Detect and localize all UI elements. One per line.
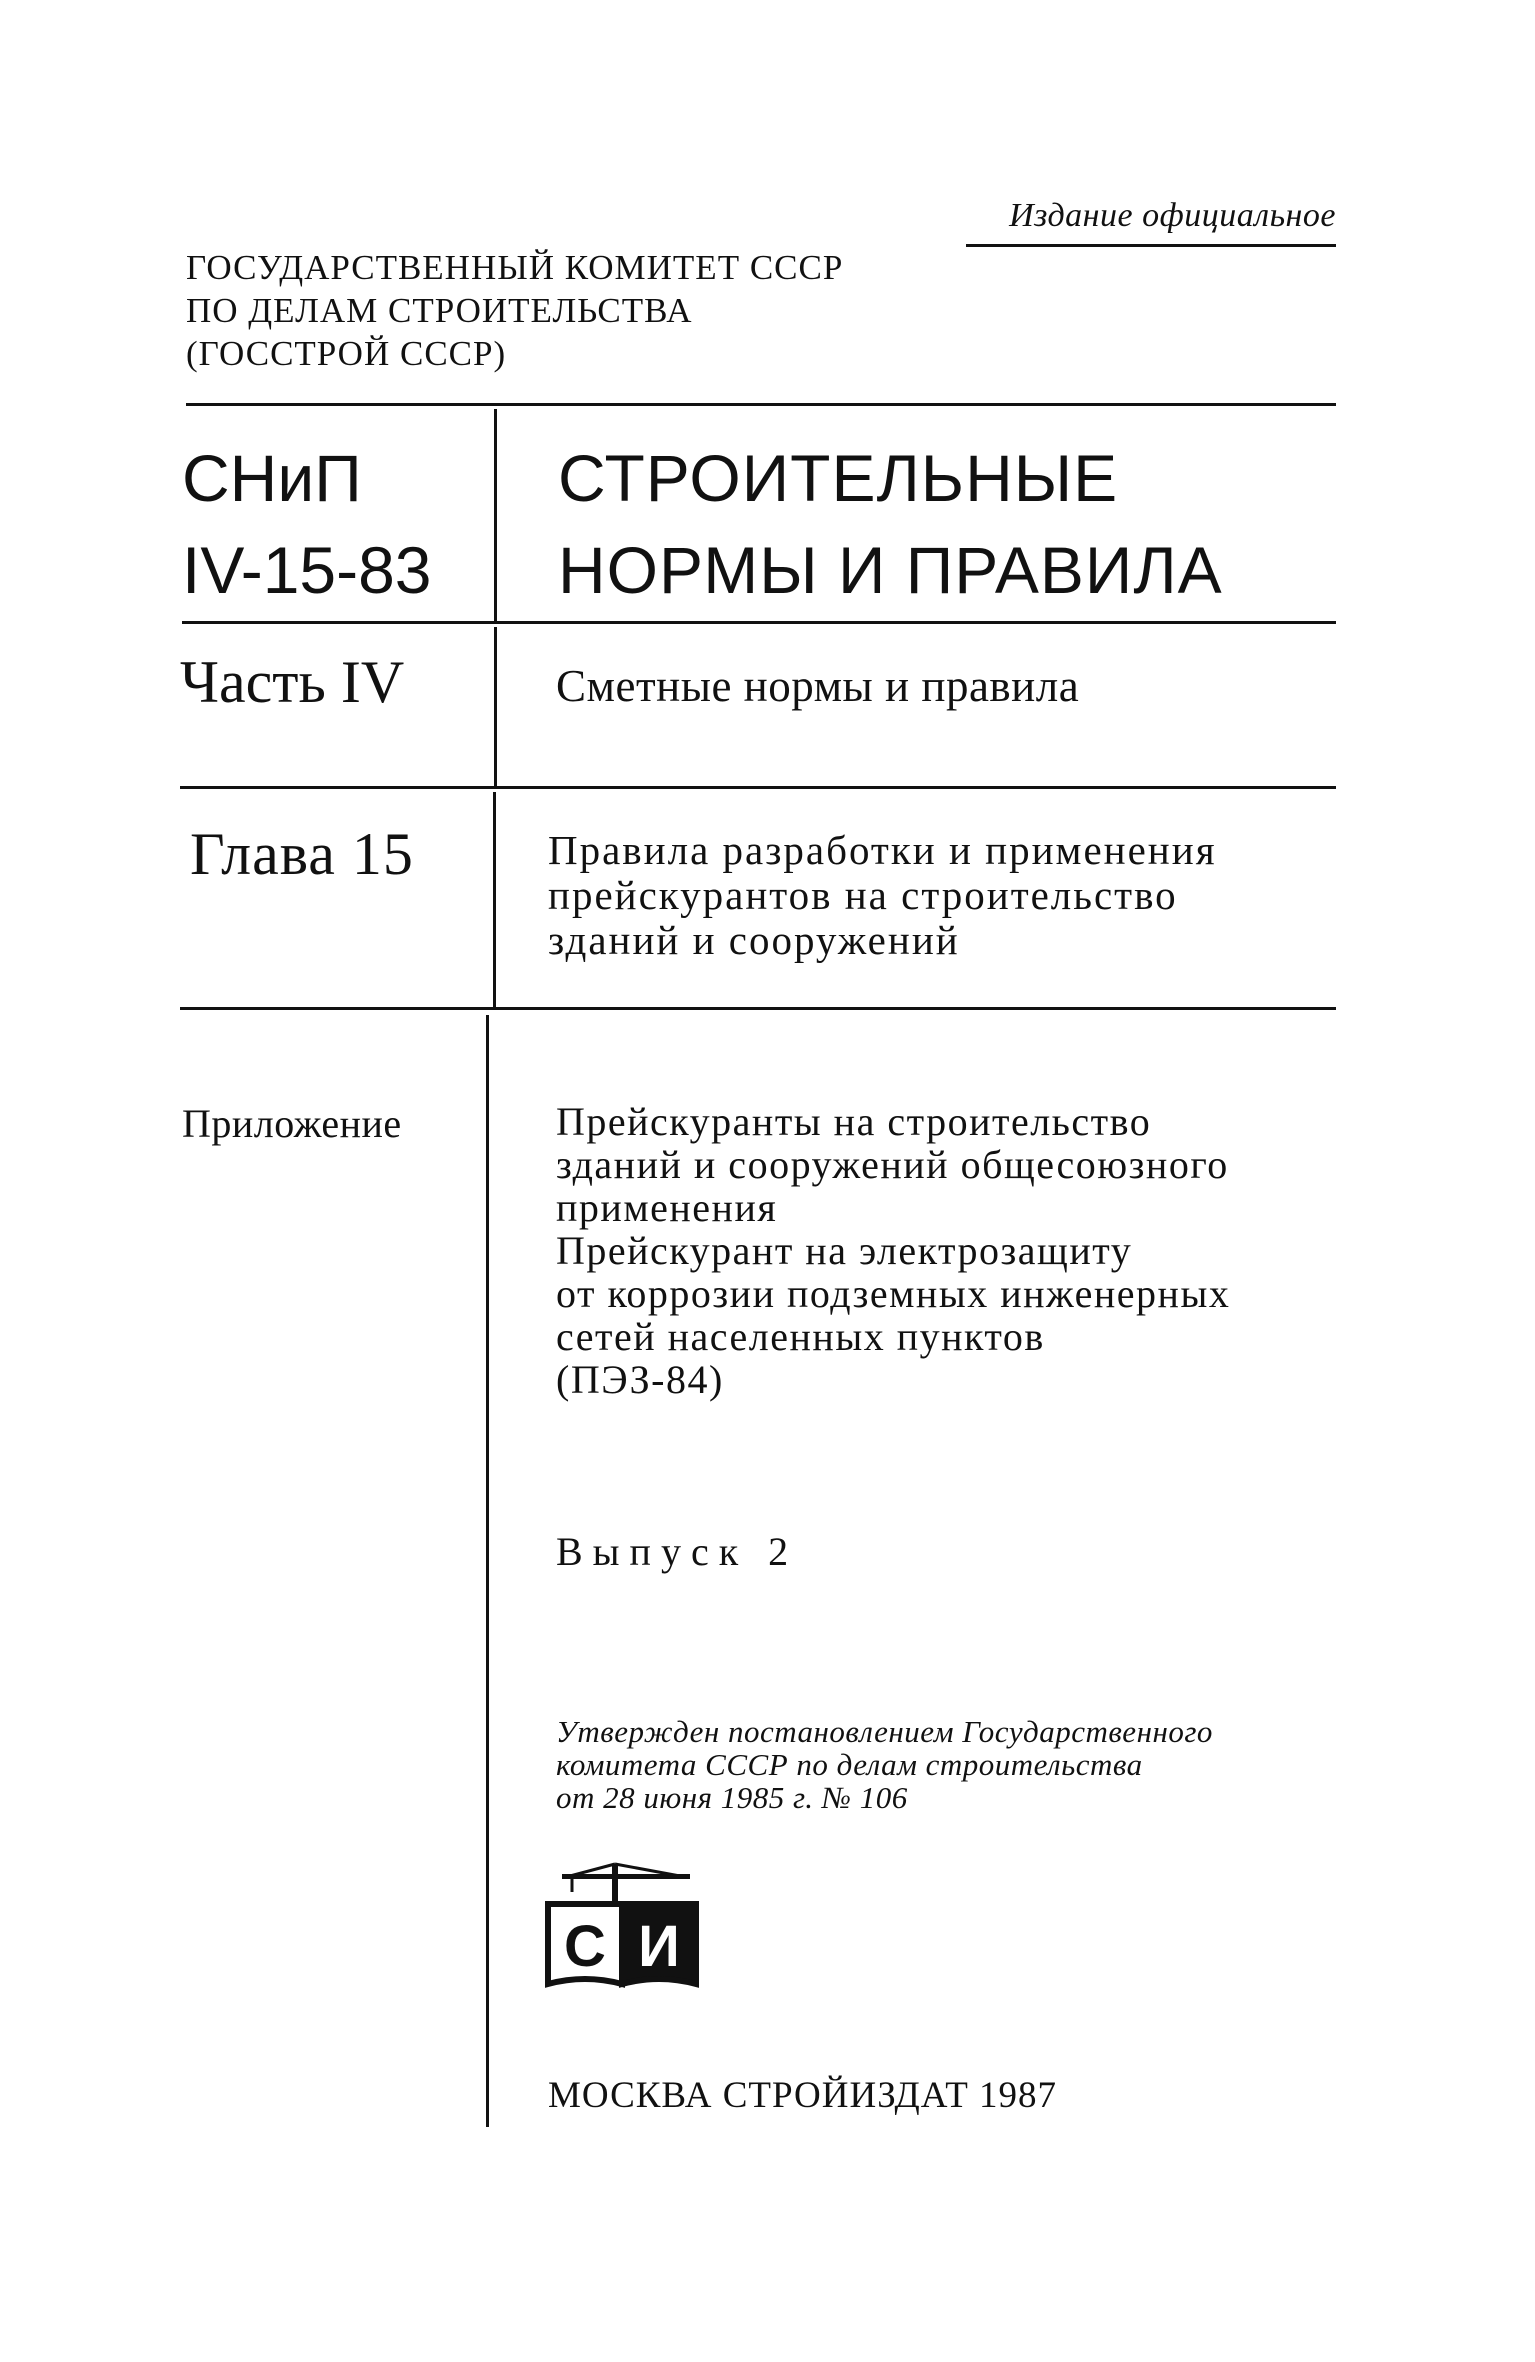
column-divider-chapter bbox=[493, 792, 496, 1007]
official-edition-underline bbox=[966, 244, 1336, 247]
approval-line: Утвержден постановлением Государственного bbox=[556, 1714, 1213, 1749]
divider-part bbox=[180, 786, 1336, 789]
title-line: СТРОИТЕЛЬНЫЕ bbox=[558, 441, 1119, 515]
document-title bbox=[558, 432, 1223, 616]
appendix-line: (ПЭЗ-84) bbox=[556, 1357, 724, 1402]
approval-line: комитета СССР по делам строительства bbox=[556, 1747, 1143, 1782]
approval-note bbox=[556, 1715, 1213, 1814]
code-line: IV-15-83 bbox=[182, 533, 432, 607]
column-divider-part bbox=[494, 627, 497, 786]
appendix-line: зданий и сооружений общесоюзного bbox=[556, 1142, 1229, 1187]
committee-line: ГОСУДАРСТВЕННЫЙ КОМИТЕТ СССР bbox=[186, 248, 844, 287]
divider-chapter bbox=[180, 1007, 1336, 1010]
part-label: Часть IV bbox=[180, 649, 405, 715]
chapter-line: зданий и сооружений bbox=[548, 917, 960, 963]
divider-code bbox=[182, 621, 1336, 624]
appendix-line: сетей населенных пунктов bbox=[556, 1314, 1045, 1359]
committee-line: (ГОССТРОЙ СССР) bbox=[186, 334, 507, 373]
part-title: Сметные нормы и правила bbox=[556, 661, 1080, 711]
logo-letter-i: И bbox=[638, 1914, 680, 1979]
chapter-line: прейскурантов на строительство bbox=[548, 872, 1178, 918]
document-code bbox=[182, 432, 432, 616]
approval-line: от 28 июня 1985 г. № 106 bbox=[556, 1780, 908, 1815]
official-edition-label: Издание официальное bbox=[1009, 197, 1336, 234]
committee-name bbox=[186, 246, 843, 375]
appendix-line: Прейскуранты на строительство bbox=[556, 1099, 1152, 1144]
issue-number: Выпуск 2 bbox=[556, 1529, 799, 1574]
committee-line: ПО ДЕЛАМ СТРОИТЕЛЬСТВА bbox=[186, 291, 693, 330]
title-line: НОРМЫ И ПРАВИЛА bbox=[558, 533, 1223, 607]
appendix-title bbox=[556, 1100, 1230, 1401]
column-divider-code bbox=[494, 409, 497, 621]
column-divider-appendix bbox=[486, 1015, 489, 2127]
appendix-line: от коррозии подземных инженерных bbox=[556, 1271, 1231, 1316]
code-line: СНиП bbox=[182, 441, 362, 515]
appendix-label: Приложение bbox=[182, 1101, 402, 1146]
appendix-line: Прейскурант на электрозащиту bbox=[556, 1228, 1133, 1273]
crane-book-logo-icon bbox=[540, 1860, 710, 1990]
logo-letter-s: С bbox=[564, 1914, 606, 1979]
appendix-line: применения bbox=[556, 1185, 778, 1230]
chapter-line: Правила разработки и применения bbox=[548, 827, 1217, 873]
chapter-title bbox=[548, 828, 1217, 963]
divider-top bbox=[186, 403, 1336, 406]
chapter-label: Глава 15 bbox=[190, 821, 414, 887]
publisher-imprint: МОСКВА СТРОЙИЗДАТ 1987 bbox=[548, 2075, 1058, 2116]
